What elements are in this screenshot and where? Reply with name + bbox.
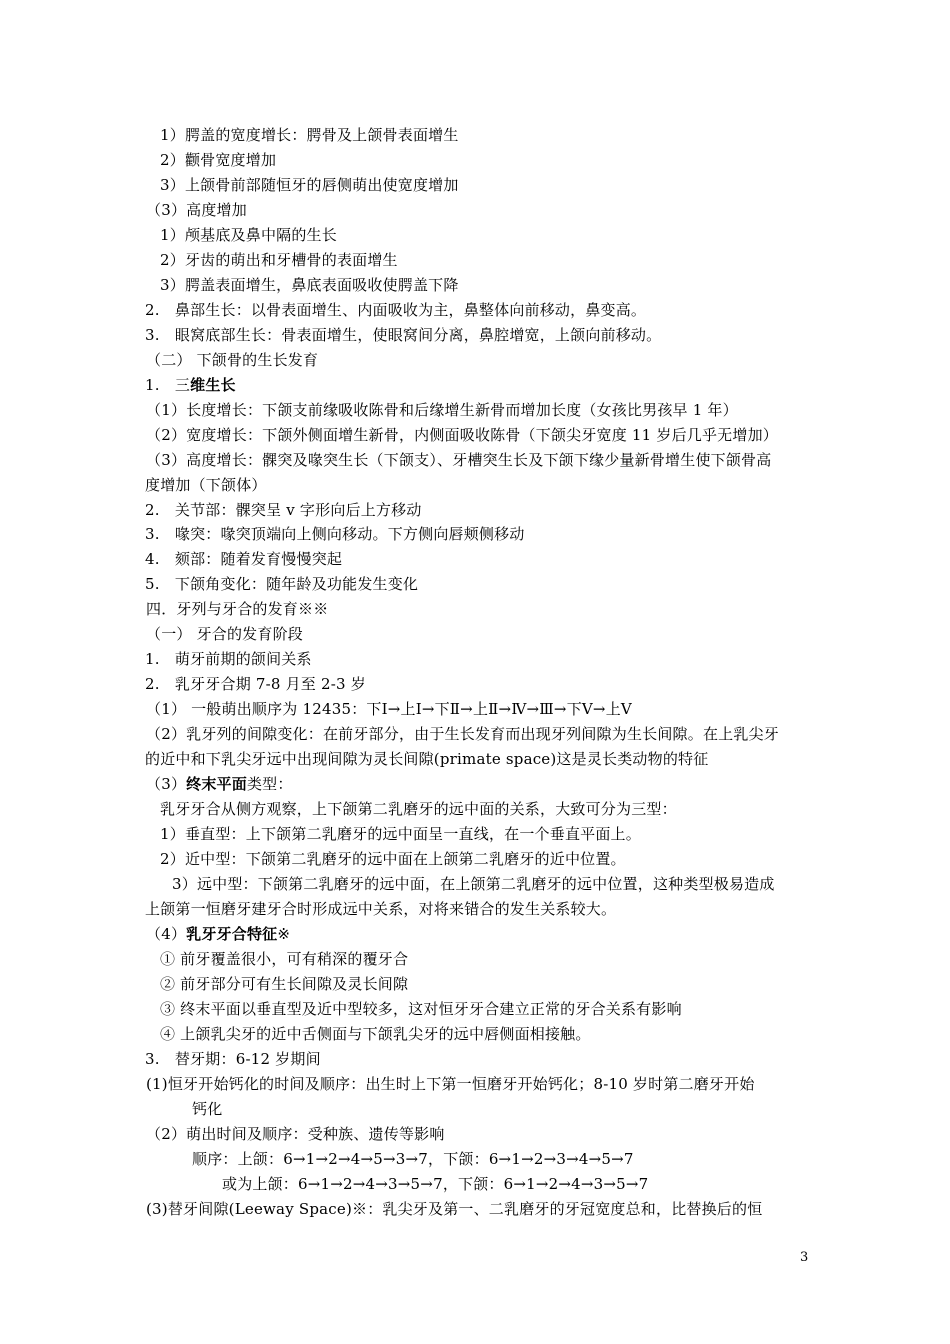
text-line: （二） 下颌骨的生长发育: [146, 351, 319, 369]
text-line: 3. 替牙期：6-12 岁期间: [145, 1050, 321, 1068]
text-line: 1. 萌牙前期的颌间关系: [145, 650, 312, 668]
text-line: 上颌第一恒磨牙建牙合时形成远中关系，对将来错合的发生关系较大。: [145, 900, 617, 918]
text-line: 2）牙齿的萌出和牙槽骨的表面增生: [160, 251, 398, 269]
text-line: 度增加（下颌体）: [145, 476, 267, 494]
text-line: （3）终末平面类型：: [146, 775, 293, 793]
text-line: 2）颧骨宽度增加: [160, 151, 277, 169]
text-line: 顺序：上颌：6→1→2→4→5→3→7，下颌：6→1→2→3→4→5→7: [192, 1150, 634, 1168]
text-line: 2. 鼻部生长：以骨表面增生、内面吸收为主，鼻整体向前移动，鼻变高。: [145, 301, 647, 319]
text-line: （一） 牙合的发育阶段: [146, 625, 303, 643]
text-line: (1)恒牙开始钙化的时间及顺序：出生时上下第一恒磨牙开始钙化；8-10 岁时第二磨牙开始: [146, 1075, 755, 1093]
page-number: 3: [800, 1250, 809, 1265]
text-line: 3）上颌骨前部随恒牙的唇侧萌出使宽度增加: [160, 176, 459, 194]
text-line: （4）乳牙牙合特征※: [146, 925, 291, 943]
text-line: 的近中和下乳尖牙远中出现间隙为灵长间隙(primate space)这是灵长类动物的特征: [145, 750, 709, 768]
text-line: ① 前牙覆盖很小，可有稍深的覆牙合: [160, 950, 409, 968]
text-line: （2）萌出时间及顺序：受种族、遗传等影响: [146, 1125, 445, 1143]
text-line: 4. 颏部：随着发育慢慢突起: [145, 550, 343, 568]
text-line: 钙化: [192, 1100, 223, 1118]
text-line: (3)替牙间隙(Leeway Space)※：乳尖牙及第一、二乳磨牙的牙冠宽度总和，比替换后的恒: [146, 1200, 763, 1218]
text-line: 2. 关节部：髁突呈 v 字形向后上方移动: [145, 501, 422, 519]
text-line: （2）乳牙列的间隙变化：在前牙部分，由于生长发育而出现牙列间隙为生长间隙。在上乳尖牙: [146, 725, 779, 743]
bold-heading: 乳牙牙合特征: [186, 925, 278, 943]
bold-heading: 终末平面: [186, 775, 247, 793]
text-line: 5. 下颌角变化：随年龄及功能发生变化: [145, 575, 419, 593]
text-line: 四．牙列与牙合的发育※※: [146, 600, 329, 618]
text-line: 3）腭盖表面增生，鼻底表面吸收使腭盖下降: [160, 276, 459, 294]
text-line: ② 前牙部分可有生长间隙及灵长间隙: [160, 975, 409, 993]
text-line: 1）垂直型：上下颌第二乳磨牙的远中面呈一直线，在一个垂直平面上。: [160, 825, 641, 843]
text-line: （1）长度增长：下颌支前缘吸收陈骨和后缘增生新骨而增加长度（女孩比男孩早 1 年）: [146, 401, 738, 419]
text-line: 乳牙牙合从侧方观察，上下颌第二乳磨牙的远中面的关系，大致可分为三型：: [160, 800, 677, 818]
text-line: 2. 乳牙牙合期 7-8 月至 2-3 岁: [145, 675, 366, 693]
text-line: 3. 喙突：喙突顶端向上侧向移动。下方侧向唇颊侧移动: [145, 525, 525, 543]
text-line: ④ 上颌乳尖牙的近中舌侧面与下颌乳尖牙的远中唇侧面相接触。: [160, 1025, 591, 1043]
text-line: 2）近中型：下颌第二乳磨牙的远中面在上颌第二乳磨牙的近中位置。: [160, 850, 626, 868]
text-line: 1）颅基底及鼻中隔的生长: [160, 226, 337, 244]
text-line: 或为上颌：6→1→2→4→3→5→7，下颌：6→1→2→4→3→5→7: [222, 1175, 649, 1193]
text-line: （3）高度增加: [146, 201, 247, 219]
text-line: （1） 一般萌出顺序为 12435：下Ⅰ→上Ⅰ→下Ⅱ→上Ⅱ→Ⅳ→Ⅲ→下Ⅴ→上Ⅴ: [146, 700, 632, 718]
text-line: 3. 眼窝底部生长：骨表面增生，使眼窝间分离，鼻腔增宽，上颌向前移动。: [145, 326, 662, 344]
text-line: （3）高度增长：髁突及喙突生长（下颌支）、牙槽突生长及下颌下缘少量新骨增生使下颌骨高: [146, 451, 772, 469]
bold-heading: 维生长: [190, 376, 236, 394]
text-line: 1）腭盖的宽度增长：腭骨及上颌骨表面增生: [160, 126, 459, 144]
text-line: 1. 三维生长: [145, 376, 236, 394]
text-line: 3）远中型：下颌第二乳磨牙的远中面，在上颌第二乳磨牙的远中位置，这种类型极易造成: [172, 875, 775, 893]
text-line: ③ 终末平面以垂直型及近中型较多，这对恒牙牙合建立正常的牙合关系有影响: [160, 1000, 682, 1018]
text-line: （2）宽度增长：下颌外侧面增生新骨，内侧面吸收陈骨（下颌尖牙宽度 11 岁后几乎无增加）: [146, 426, 778, 444]
